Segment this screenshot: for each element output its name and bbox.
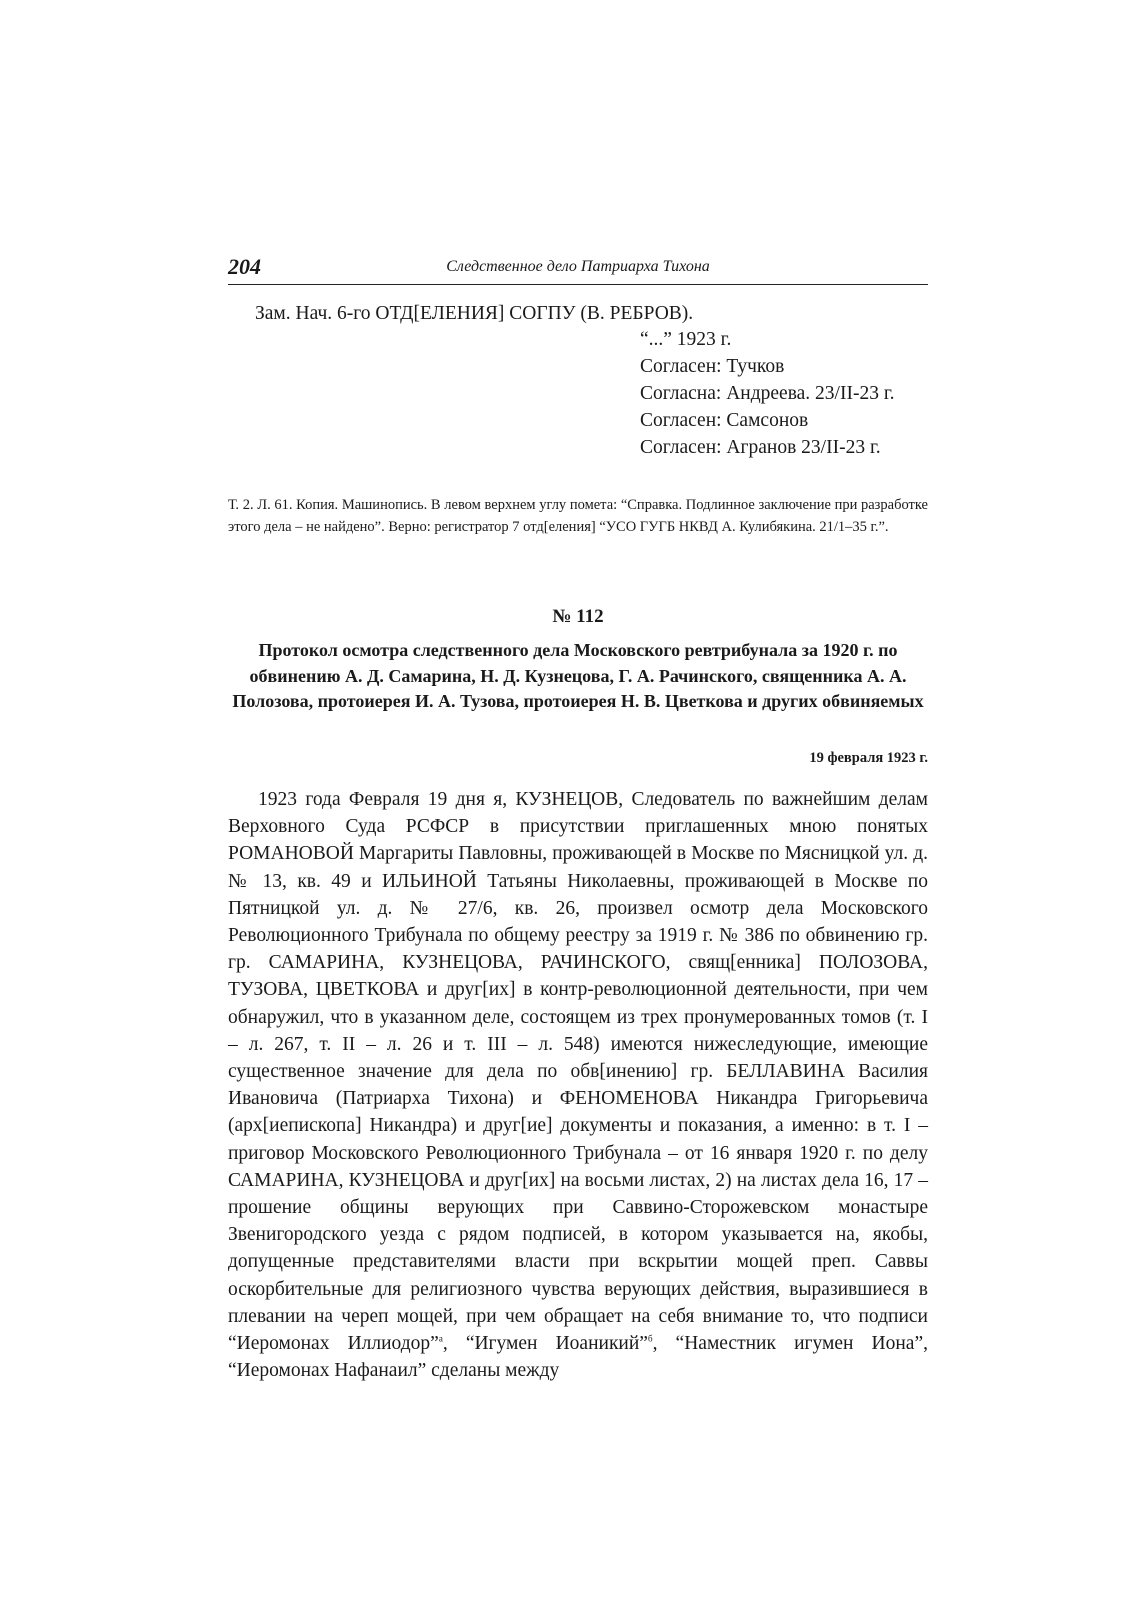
signature-line: “...” 1923 г. [640,329,732,350]
document-title: Протокол осмотра следственного дела Московского ревтрибунала за 1920 г. по обвинению А. Д. Самарина, Н. Д. Кузнецова, Г. А. Рачинского, священника А. А. Полозова, протоиерея И. А. Тузова, протоиерея Н. В. Цветкова и других обвиняемых [232,640,924,711]
signature-line: Согласен: Тучков [640,356,785,377]
signature-approvals [640,326,940,461]
body-text-main: 1923 года Февраля 19 дня я, КУЗНЕЦОВ, Следователь по важнейшим делам Верховного Суда РСФСР в присутствии приглашенных мною понятых РОМАНОВОЙ Маргариты Павловны, проживающей в Москве по Мясницкой ул. д. № 13, кв. 49 и ИЛЬИНОЙ Татьяны Николаевны, проживающей в Москве по Пятницкой ул. д. № 27/6, кв. 26, произвел осмотр дела Московского Революционного Трибунала по общему реестру за 1919 г. № 386 по обвинению гр. гр. САМАРИНА, КУЗНЕЦОВА, РАЧИНСКОГО, свящ[енника] ПОЛОЗОВА, ТУЗОВА, ЦВЕТКОВА и друг[их] в контр-революционной деятельности, при чем обнаружил, что в указанном деле, состоящем из трех пронумерованных томов (т. I – л. 267, т. II – л. 26 и т. III – л. 548) имеются нижеследующие, имеющие существенное значение для дела по обв[инению] гр. БЕЛЛАВИНА Василия Ивановича (Патриарха Тихона) и ФЕНОМЕНОВА Никандра Григорьевича (арх[иепископа] Никандра) и друг[ие] документы и показания, а именно: в т. I – приговор Московского Революционного Трибунала – от 16 января 1920 г. по делу САМАРИНА, КУЗНЕЦОВА и друг[их] на восьми листах, 2) на листах дела 16, 17 – прошение общины верующих при Саввино-Сторожевском монастыре Звенигородского уезда с рядом подписей, в котором указывается на, якобы, допущенные представителями власти при вскрытии мощей преп. Саввы оскорбительные для религиозного чувства верующих действия, выразившиеся в плевании на череп мощей, при чем обращает на себя внимание то, что подписи “Иеромонах Иллиодор” [228,789,928,1355]
archival-source-note: Т. 2. Л. 61. Копия. Машинопись. В левом верхнем углу помета: “Справка. Подлинное заключение при разработке этого дела – не найдено”. Верно: регистратор 7 отд[еления] “УСО ГУГБ НКВД А. Кулибякина. 21/1–35 г.”. [228,497,928,535]
signature-line: Согласна: Андреева. 23/II-23 г. [640,383,895,404]
running-header [228,252,928,285]
document-date: 19 февраля 1923 г. [809,750,928,766]
running-title: Следственное дело Патриарха Тихона [446,258,710,275]
page-number: 204 [228,254,261,279]
signature-line: Согласен: Самсонов [640,410,809,431]
footnote-marker: б [647,1333,653,1344]
body-text-mid: , “Игумен Иоаникий” [442,1333,648,1355]
footnote-marker: а [438,1333,443,1344]
document-number: № 112 [552,606,604,627]
body-text-end: , “Наместник игумен Иона”, “Иеромонах Нафанаил” сделаны между [228,1333,928,1382]
signature-line: Согласен: Агранов 23/II-23 г. [640,437,881,458]
document-body [228,786,928,1384]
signature-main: Зам. Нач. 6-го ОТД[ЕЛЕНИЯ] СОГПУ (В. РЕБРОВ). [255,303,694,324]
